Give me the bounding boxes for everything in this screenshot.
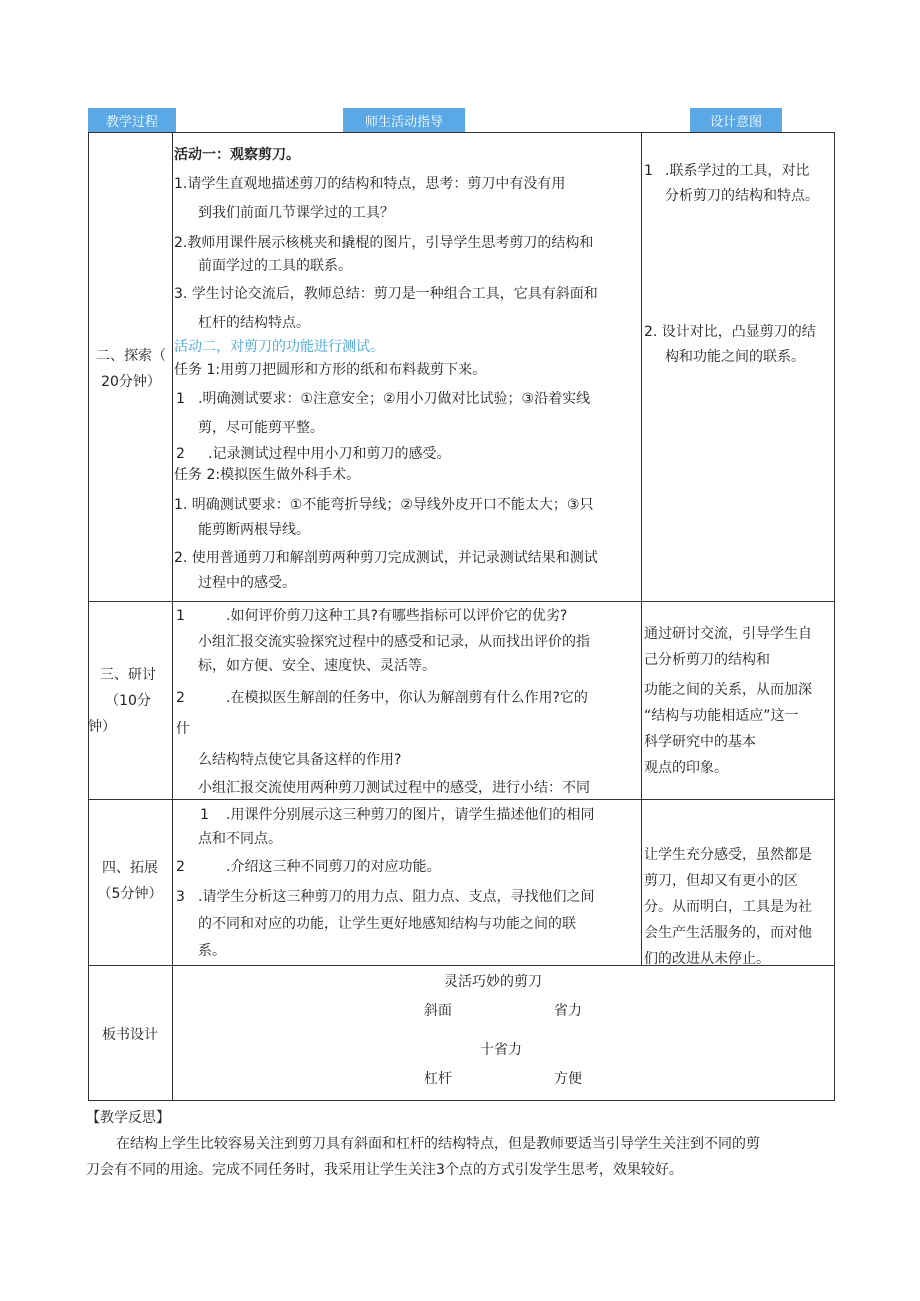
d1-b-line2: 标，如方便、安全、速度快、灵活等。 (198, 658, 436, 674)
e3-line1: .请学生分析这三种剪刀的用力点、阻力点、支点，寻找他们之间 (198, 889, 595, 905)
t1-1-line2: 剪，尽可能剪平整。 (198, 420, 324, 436)
d1-num: 1 (176, 608, 185, 624)
d2-d: 小组汇报交流使用两种剪刀测试过程中的感受，进行小结：不同 (198, 780, 590, 796)
a1-1-line2: 到我们前面几节课学过的工具？ (198, 205, 394, 221)
t1-1-line1: .明确测试要求：①注意安全；②用小刀做对比试验；③沿着实线 (198, 391, 591, 407)
row-line-discuss-end (88, 799, 834, 800)
a1-3-line1: 3. 学生讨论交流后，教师总结：剪刀是一种组合工具，它具有斜面和 (174, 286, 598, 302)
stage-explore (92, 343, 170, 395)
header-activity: 师生活动指导 (343, 108, 465, 132)
activity-1-title: 活动一：观察剪刀。 (174, 147, 300, 163)
d2-b: 什 (176, 721, 190, 737)
extend-intent-line4: 会生产生活服务的，而对他 (644, 925, 812, 941)
intent-2-line2: 构和功能之间的联系。 (665, 349, 805, 365)
board-plus-save: 十省力 (480, 1042, 522, 1058)
discuss-intent-line3: 功能之间的关系，从而加深 (644, 682, 812, 698)
header-intent: 设计意图 (690, 108, 782, 132)
row-line-top (88, 132, 834, 133)
e3-line3: 系。 (198, 943, 226, 959)
e1-line2: 点和不同点。 (198, 831, 282, 847)
intent-1-num: 1 (644, 163, 653, 179)
reflection-title: 【教学反思】 (86, 1110, 170, 1126)
t2-1-line1: 1. 明确测试要求：①不能弯折导线；②导线外皮开口不能太大；③只 (174, 497, 594, 513)
row-line-bottom (88, 1100, 834, 1101)
e1-num: 1 (200, 807, 209, 823)
discuss-intent-line2: 己分析剪刀的结构和 (644, 652, 770, 668)
discuss-intent-line6: 观点的印象。 (644, 760, 728, 776)
t2-2-line2: 过程中的感受。 (198, 575, 296, 591)
header-process: 教学过程 (88, 108, 176, 132)
task-1: 任务 1:用剪刀把圆形和方形的纸和布料裁剪下来。 (174, 362, 487, 378)
d2-line1: .在模拟医生解剖的任务中，你认为解剖剪有什么作用?它的 (226, 690, 588, 706)
activity-2-title: 活动二，对剪刀的功能进行测试。 (174, 339, 384, 355)
t2-2-line1: 2. 使用普通剪刀和解剖剪两种剪刀完成测试，并记录测试结果和测试 (174, 550, 598, 566)
e2-line1: .介绍这三种不同剪刀的对应功能。 (226, 859, 441, 875)
stage-extend (88, 855, 172, 907)
extend-intent (644, 842, 812, 972)
t1-1-num: 1 (176, 391, 185, 407)
t2-1-line2: 能剪断两根导线。 (198, 522, 310, 538)
extend-intent-line5: 们的改进从未停止。 (644, 951, 770, 967)
col-line-activity (641, 132, 642, 966)
t1-2-num: 2 (176, 446, 185, 462)
extend-intent-line1: 让学生充分感受，虽然都是 (644, 847, 812, 863)
discuss-intent-line4: “结构与功能相适应”这一 (644, 708, 799, 724)
col-line-right (834, 132, 835, 1101)
a1-3-line2: 杠杆的结构特点。 (198, 315, 310, 331)
e2-num: 2 (176, 859, 185, 875)
a1-1-line1: 1.请学生直观地描述剪刀的结构和特点，思考：剪刀中有没有用 (174, 176, 566, 192)
reflection-line1: 在结构上学生比较容易关注到剪刀具有斜面和杠杆的结构特点，但是教师要适当引导学生关注到不同的剪 (116, 1136, 760, 1152)
a1-2-line1: 2.教师用课件展示核桃夹和撬棍的图片，引导学生思考剪刀的结构和 (174, 235, 594, 251)
col-line-process (172, 132, 173, 1101)
intent-1-line2: 分析剪刀的结构和特点。 (665, 188, 819, 204)
t1-2-line1: .记录测试过程中用小刀和剪刀的感受。 (208, 446, 451, 462)
e3-num: 3 (176, 889, 185, 905)
stage-extend-line2: （5分钟） (97, 886, 163, 902)
extend-intent-line2: 剪刀，但却又有更小的区 (644, 873, 798, 889)
e3-line2: 的不同和对应的功能，让学生更好地感知结构与功能之间的联 (198, 916, 576, 932)
discuss-intent (644, 621, 812, 781)
d1-b-line1: 小组汇报交流实验探究过程中的感受和记录，从而找出评价的指 (198, 634, 590, 650)
col-line-left (88, 132, 89, 1101)
e1-line1: .用课件分别展示这三种剪刀的图片，请学生描述他们的相同 (226, 807, 595, 823)
board-convenient: 方便 (554, 1071, 582, 1087)
board-title: 灵活巧妙的剪刀 (444, 974, 542, 990)
stage-explore-line1: 二、探索（ (96, 348, 166, 364)
board-slope: 斜面 (424, 1003, 452, 1019)
stage-discuss-line1: 三、研讨 (100, 667, 156, 683)
reflection-line2: 刀会有不同的用途。完成不同任务时，我采用让学生关注3个点的方式引发学生思考，效果较好。 (86, 1162, 683, 1178)
task-2: 任务 2:模拟医生做外科手术。 (174, 467, 361, 483)
d2-num: 2 (176, 690, 185, 706)
intent-1-line1: .联系学过的工具，对比 (665, 163, 810, 179)
d1-line1: .如何评价剪刀这种工具?有哪些指标可以评价它的优劣? (226, 608, 568, 624)
intent-2-line1: 2. 设计对比，凸显剪刀的结 (644, 324, 816, 340)
stage-discuss (88, 662, 168, 740)
a1-2-line2: 前面学过的工具的联系。 (198, 258, 352, 274)
stage-discuss-line3: 钟） (88, 719, 116, 735)
board-lever: 杠杆 (424, 1071, 452, 1087)
row-line-explore-end (88, 601, 834, 602)
extend-intent-line3: 分。从而明白，工具是为社 (644, 899, 812, 915)
d2-c: 么结构特点使它具备这样的作用? (198, 752, 402, 768)
discuss-intent-line5: 科学研究中的基本 (644, 734, 756, 750)
stage-extend-line1: 四、拓展 (102, 860, 158, 876)
board-save-force: 省力 (554, 1003, 582, 1019)
stage-explore-line2: 20分钟） (101, 374, 161, 390)
board-label: 板书设计 (102, 1027, 158, 1043)
stage-discuss-line2: （10分 (105, 693, 151, 709)
discuss-intent-line1: 通过研讨交流，引导学生自 (644, 626, 812, 642)
